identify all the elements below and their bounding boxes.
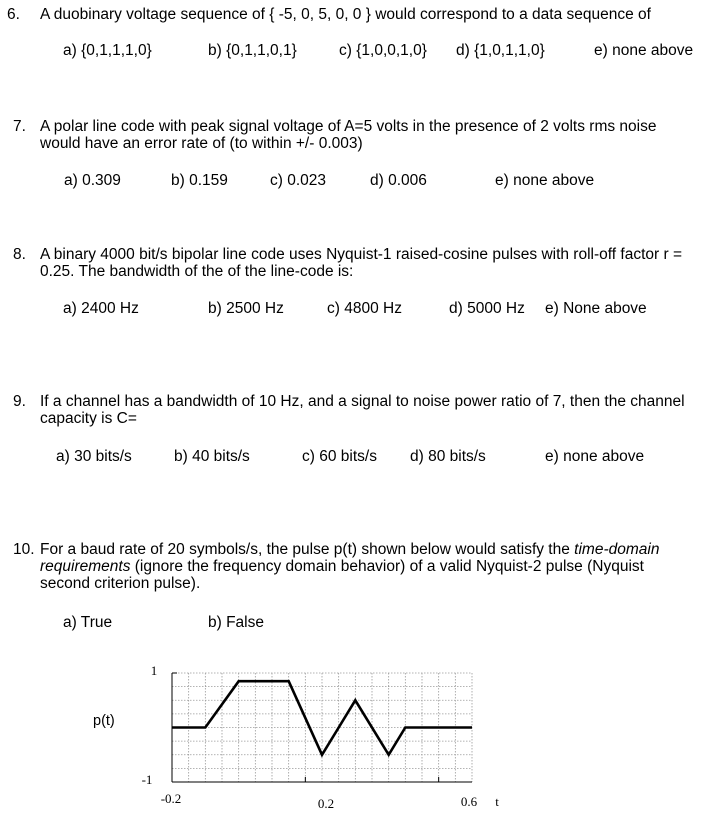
option-b[interactable]: b) False bbox=[208, 614, 264, 631]
question-text-part: (ignore the frequency domain behavior) of a valid Nyquist-2 pulse (Nyquist second criterion pulse). bbox=[40, 558, 644, 592]
question-number: 8. bbox=[13, 246, 26, 263]
option-e[interactable]: e) none above bbox=[594, 42, 694, 59]
option-c[interactable]: c) {1,0,0,1,0} bbox=[339, 42, 427, 59]
option-e[interactable]: e) none above bbox=[545, 448, 645, 465]
x-tick-label: -0.2 bbox=[160, 791, 182, 806]
option-c[interactable]: c) 4800 Hz bbox=[327, 300, 402, 317]
option-a[interactable]: a) 0.309 bbox=[64, 172, 121, 189]
x-axis-label: t bbox=[495, 794, 499, 809]
option-d[interactable]: d) {1,0,1,1,0} bbox=[456, 42, 545, 59]
option-a[interactable]: a) 30 bits/s bbox=[56, 448, 132, 465]
option-d[interactable]: d) 0.006 bbox=[370, 172, 427, 189]
option-b[interactable]: b) {0,1,1,0,1} bbox=[208, 42, 297, 59]
option-a[interactable]: a) {0,1,1,1,0} bbox=[63, 42, 152, 59]
option-a[interactable]: a) True bbox=[63, 614, 113, 631]
question-text: A binary 4000 bit/s bipolar line code uses Nyquist-1 raised-cosine pulses with roll-off factor r = 0.25. The bandwidth of the of the line-code is: bbox=[40, 246, 682, 280]
question-number: 10. bbox=[13, 541, 35, 558]
option-b[interactable]: b) 40 bits/s bbox=[174, 448, 250, 465]
y-tick-label: -1 bbox=[141, 772, 153, 787]
question-text: A polar line code with peak signal voltage of A=5 volts in the presence of 2 volts rms noise would have an error rate of (to within +/- 0.003) bbox=[40, 118, 657, 152]
question-text-emphasis: time-domain requirements bbox=[40, 541, 660, 575]
option-c[interactable]: c) 60 bits/s bbox=[302, 448, 377, 465]
option-b[interactable]: b) 2500 Hz bbox=[208, 300, 284, 317]
plot-tick-labels bbox=[142, 663, 500, 811]
option-a[interactable]: a) 2400 Hz bbox=[63, 300, 139, 317]
option-e[interactable]: e) none above bbox=[495, 172, 595, 189]
y-axis-label: p(t) bbox=[93, 713, 115, 729]
x-tick-label: 0.6 bbox=[460, 794, 478, 809]
option-c[interactable]: c) 0.023 bbox=[270, 172, 327, 189]
option-e[interactable]: e) None above bbox=[545, 300, 647, 317]
question-text: If a channel has a bandwidth of 10 Hz, and a signal to noise power ratio of 7, then the channel capacity is C= bbox=[40, 393, 685, 427]
question-number: 6. bbox=[7, 6, 20, 23]
x-tick-label: 0.2 bbox=[317, 796, 335, 811]
y-tick-label: 1 bbox=[150, 663, 158, 678]
question-number: 7. bbox=[13, 118, 26, 135]
option-d[interactable]: d) 80 bits/s bbox=[410, 448, 486, 465]
question-text-part: For a baud rate of 20 symbols/s, the pulse p(t) shown below would satisfy the bbox=[40, 541, 575, 558]
option-b[interactable]: b) 0.159 bbox=[171, 172, 228, 189]
question-text: A duobinary voltage sequence of { -5, 0, 5, 0, 0 } would correspond to a data sequence of bbox=[40, 6, 651, 23]
option-d[interactable]: d) 5000 Hz bbox=[449, 300, 525, 317]
question-number: 9. bbox=[13, 393, 26, 410]
